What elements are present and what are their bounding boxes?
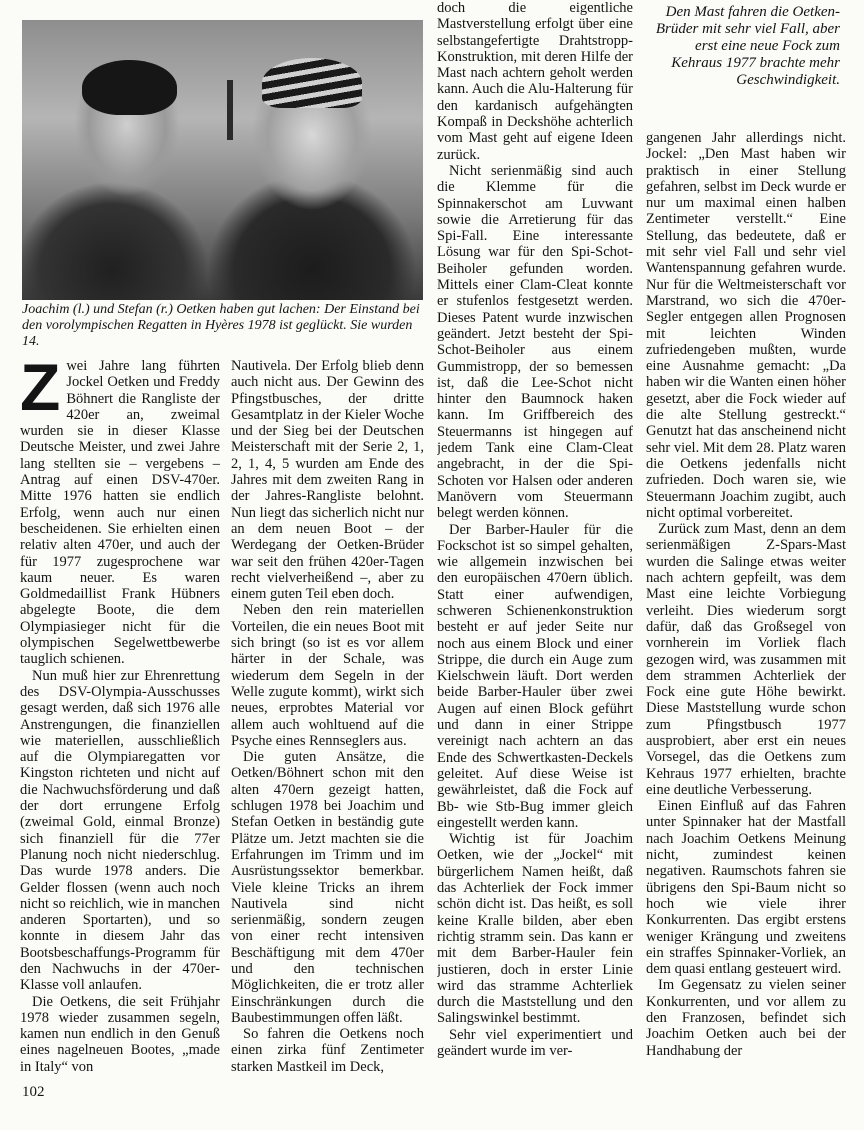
paragraph: Die guten Ansätze, die Oetken/Böhnert schon mit den alten 470ern gezeigt hatten, schlugen 1978 bei Joachim und Stefan Oetken in beständig gute Plätze um. Jetzt machten sie die Erfahrungen im Trimm und im Ausrüstungssektor bemerkbar. Viele kleine Tricks an ihrem Nautivela sind nicht serienmäßig, sondern zeugen von einer recht intensiven Beschäftigung mit dem 470er und den technischen Möglichkeiten, die er trotz aller Einschränkungen durch die Baubestimmungen offen läßt. [231,749,424,1026]
article-column-3 [437,0,633,1104]
photo-person-left [82,60,177,115]
article-photo [22,20,423,300]
paragraph: Wichtig ist für Joachim Oetken, wie der „Jockel“ mit bürgerlichem Namen heißt, daß das Achterliek der Fock immer schön dicht ist. Das heißt, es soll keine Kralle bilden, aber eben richtig stramm sein. Das kann er mit dem Barber-Hauler fein justieren, doch in erster Linie wird das stramme Achterliek durch die Maststellung und den Salingswinkel bestimmt. [437,831,633,1027]
paragraph: Nautivela. Der Erfolg blieb denn auch nicht aus. Der Gewinn des Pfingstbusches, der dritte Gesamtplatz in der Kieler Woche und der Sieg bei der Deutschen Meisterschaft mit der Serie 2, 1, 2, 1, 4, 5 wurden am Ende des Jahres mit dem zweiten Rang in der Jahres-Rangliste belohnt. Nun liegt das sicherlich nicht nur an dem neuen Boot – der Werdegang der Oetken-Brüder war seit den frühen 420er-Tagen recht vielverheißend –, aber zu einem guten Teil eben doch. [231,358,424,603]
article-column-1 [20,358,220,1104]
photo-mast [227,80,233,140]
paragraph: gangenen Jahr allerdings nicht. Jockel: „Den Mast haben wir praktisch in einer Stellung gefahren, selbst im Deck wurde er nur um maximal einen halben Zentimeter verstellt.“ Eine Stellung, das bedeutete, daß er mit sehr viel Fall und sehr viel Wantenspannung gefahren wurde. Nur für die Weltmeisterschaft vor Marstrand, wo sich die 470er-Segler entgegen allen Prognosen mit leichten Winden zufriedengeben mußten, wurde eine Ausnahme gemacht: „Da haben wir die Wanten einen höher gesetzt, aber die Fock wieder auf die alte Stellung gestreckt.“ Genutzt hat das anscheinend nicht sehr viel. Mit dem 28. Platz waren die Oetkens jedenfalls nicht zufrieden. Doch waren sie, wie Steuermann Joachim zugibt, auch nicht optimal vorbereitet. [646,130,846,521]
paragraph: doch die eigentliche Mastverstellung erfolgt über eine selbstangefertigte Drahtstropp-Konstruktion, mit deren Hilfe der Mast nach achtern geholt werden kann. Auch die Alu-Halterung für den kardanisch aufgehängten Kompaß in Deckshöhe achterlich vom Mast geht auf eigene Ideen zurück. [437,0,633,163]
paragraph: Zurück zum Mast, denn an dem serienmäßigen Z-Spars-Mast wurden die Salinge etwas weiter nach achtern gepfeilt, was dem Mast eine leichte Vorbiegung verleiht. Dies wiederum sorgt dafür, daß das Großsegel von vornherein im Vorliek flach gezogen wird, was zusammen mit dem strammen Achterliek der Fock eine gute Höhe bewirkt. Diese Maststellung wurde schon zum Pfingstbusch 1977 ausprobiert, aber erst ein neues Vorsegel, das die Oetkens zum Kehraus 1977 erhielten, brachte eine deutliche Verbesserung. [646,521,846,798]
paragraph: Einen Einfluß auf das Fahren unter Spinnaker hat der Mastfall nach Joachim Oetkens Meinung nicht, zumindest keinen negativen. Raumschots fahren sie übrigens den Spi-Baum nicht so hoch wie viele ihrer Konkurrenten. Das ergibt erstens weniger Krängung und zweitens ein straffes Spinnaker-Vorliek, an dem quasi entlang gesteuert wird. [646,798,846,978]
article-column-4 [646,130,846,1104]
paragraph: So fahren die Oetkens noch einen zirka fünf Zentimeter starken Mastkeil im Deck, [231,1026,424,1075]
paragraph: wei Jahre lang führten Jockel Oetken und Freddy Böhnert die Rangliste der 420er an, zweimal wurden sie in dieser Klasse Deutsche Meister, und zwei Jahre lang stellten sie – vergebens – Antrag auf einen DSV-470er. Mitte 1976 hatten sie endlich Erfolg, wenn auch nur einen bescheidenen. Sie erhielten einen relativ alten 470er, und auch der für 1977 zugesprochene war kaum neuer. Es waren Goldmedaillist Frank Hübners abgelegte Boote, die dem Olympiasieger nicht für die olympischen Segelwettbewerbe tauglich schienen. [20,358,220,668]
page-number: 102 [22,1084,45,1100]
paragraph: Nun muß hier zur Ehrenrettung des DSV-Olympia-Ausschusses gesagt werden, daß sich 1976 alle Anstrengungen, die finanziellen wie materiellen, ausschließlich auf die Olympiaregatten vor Kingston richteten und nicht auf die Nachwuchsförderung und daß der dort errungene Erfolg (zweimal Gold, einmal Bronze) sich finanziell für die 77er Planung noch nicht niederschlug. Das wurde 1978 anders. Die Gelder flossen (wenn auch noch nicht so reichlich, wie in manchen anderen Sportarten), und so konnte in diesem Jahr das Bootsbeschaffungs-Programm für den Nachwuchs in der 470er-Klasse voll anlaufen. [20,667,220,994]
pull-quote: Den Mast fahren die Oetken-Brüder mit sehr viel Fall, aber erst eine neue Fock zum Kehraus 1977 brachte mehr Geschwindigkeit. [655,4,840,88]
paragraph: Neben den rein materiellen Vorteilen, die ein neues Boot mit sich bringt (so ist es vor allem härter in der Schale, was wiederum dem Segeln in der Welle zugute kommt), wirkt sich neues, erprobtes Material vor allem auch wohltuend auf die Psyche eines Rennseglers aus. [231,602,424,749]
article-column-2 [231,358,424,1104]
drop-cap: Z [20,358,61,424]
photo-caption: Joachim (l.) und Stefan (r.) Oetken haben gut lachen: Der Einstand bei den vorolympischen Regatten in Hyères 1978 ist geglückt. Sie wurden 14. [22,302,420,349]
paragraph: Die Oetkens, die seit Frühjahr 1978 wieder zusammen segeln, kamen nun endlich in den Genuß eines nagelneuen Bootes, „made in Italy“ von [20,993,220,1075]
paragraph: Nicht serienmäßig sind auch die Klemme für die Spinnakerschot am Luvwant sowie die Arretierung für das Spi-Fall. Eine interessante Lösung war für den Spi-Schot-Beiholer gefunden worden. Mittels einer Clam-Cleat konnte er stufenlos festgesetzt werden. Dieses Patent wurde inzwischen geändert. Jetzt besteht der Spi-Schot-Beiholer aus einem Gummistropp, der so bemessen ist, daß die Lee-Schot nicht hinter den Baumnock haken kann. Im Griffbereich des Steuermanns ist hingegen auf jedem Tank eine Clam-Cleat angebracht, in der die Spi-Schoten vor Halsen oder anderen Manövern vom Steuermann belegt werden können. [437,162,633,522]
paragraph: Im Gegensatz zu vielen seiner Konkurrenten, und vor allem zu den Franzosen, befindet sich Joachim Oetken auch bei der Handhabung der [646,977,846,1059]
paragraph: Sehr viel experimentiert und geändert wurde im ver- [437,1026,633,1059]
photo-person-right [262,58,362,108]
paragraph: Der Barber-Hauler für die Fockschot ist so simpel gehalten, wie allgemein inzwischen bei den europäischen 470ern üblich. Statt einer aufwendigen, schweren Schienenkonstruktion besteht er auf jeder Seite nur noch aus einem Block und einer Strippe, die durch ein Auge zum Kielschwein läuft. Dort werden beide Barber-Hauler über zwei Augen auf einen Block geführt und dann in einer Strippe vereinigt nach achtern an das Ende des Schwertkasten-Deckels geleitet. Auf diese Weise ist gewährleistet, daß die Fock auf Bb- wie Stb-Bug immer gleich eingestellt werden kann. [437,521,633,831]
